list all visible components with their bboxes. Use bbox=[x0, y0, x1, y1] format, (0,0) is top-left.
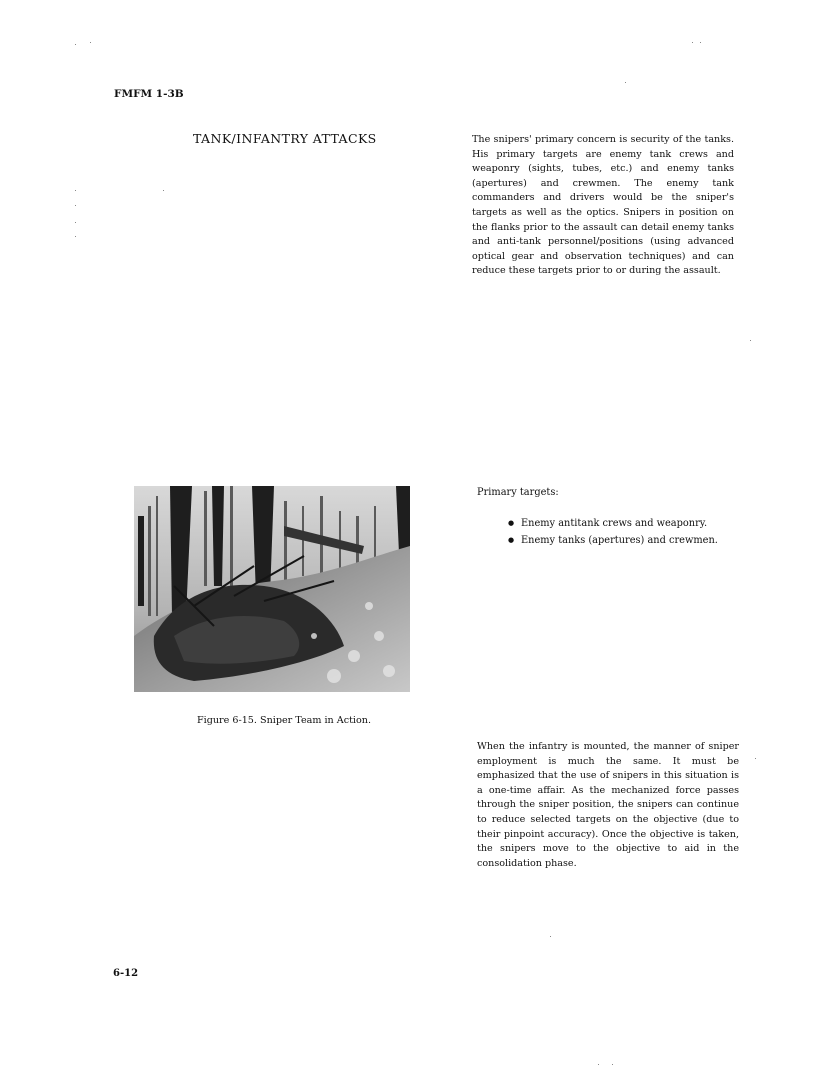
scan-speck bbox=[75, 236, 76, 237]
section-title: TANK/INFANTRY ATTACKS bbox=[193, 131, 377, 146]
scan-speck bbox=[550, 936, 551, 937]
scan-speck bbox=[755, 758, 756, 759]
scan-speck bbox=[90, 42, 91, 43]
scan-speck bbox=[700, 42, 701, 43]
list-item: ● Enemy antitank crews and weaponry. bbox=[508, 515, 718, 532]
primary-targets-label: Primary targets: bbox=[477, 487, 559, 498]
sniper-team-photo bbox=[134, 486, 410, 692]
scan-speck bbox=[625, 82, 626, 83]
scan-speck bbox=[598, 1064, 599, 1065]
primary-targets-list bbox=[508, 515, 718, 549]
scan-speck bbox=[75, 44, 76, 45]
scan-speck bbox=[692, 42, 693, 43]
scan-speck bbox=[750, 340, 751, 341]
list-item: ● Enemy tanks (apertures) and crewmen. bbox=[508, 532, 718, 549]
scan-speck bbox=[75, 190, 76, 191]
scan-speck bbox=[612, 1064, 613, 1065]
scan-speck bbox=[75, 222, 76, 223]
scan-speck bbox=[163, 190, 164, 191]
page-number: 6-12 bbox=[113, 968, 139, 979]
figure-caption: Figure 6-15. Sniper Team in Action. bbox=[197, 715, 372, 726]
paragraph-mounted-infantry: When the infantry is mounted, the manner of sniper employment is much the same. It must be emphasized that the use of snipers in this situation is a one-time affair. As the mechanized force passes through the sniper position, the snipers can continue to reduce selected targets on the objective (due to their pinpoint accuracy). Once the objective is taken, the snipers move to the objective to aid in the consolidation phase. bbox=[477, 741, 739, 869]
paragraph-security-of-tanks: The snipers' primary concern is security of the tanks. His primary targets are enemy tank crews and weaponry (sights, tubes, etc.) and enemy tanks (apertures) and crewmen. The enemy tank commanders and drivers would be the sniper's targets as well as the optics. Snipers in position on the flanks prior to the assault can detail enemy tanks and anti-tank personnel/positions (using advanced optical gear and observation techniques) and can reduce these targets prior to or during the assault. bbox=[472, 134, 734, 277]
document-id: FMFM 1-3B bbox=[114, 88, 184, 100]
scan-speck bbox=[75, 205, 76, 206]
